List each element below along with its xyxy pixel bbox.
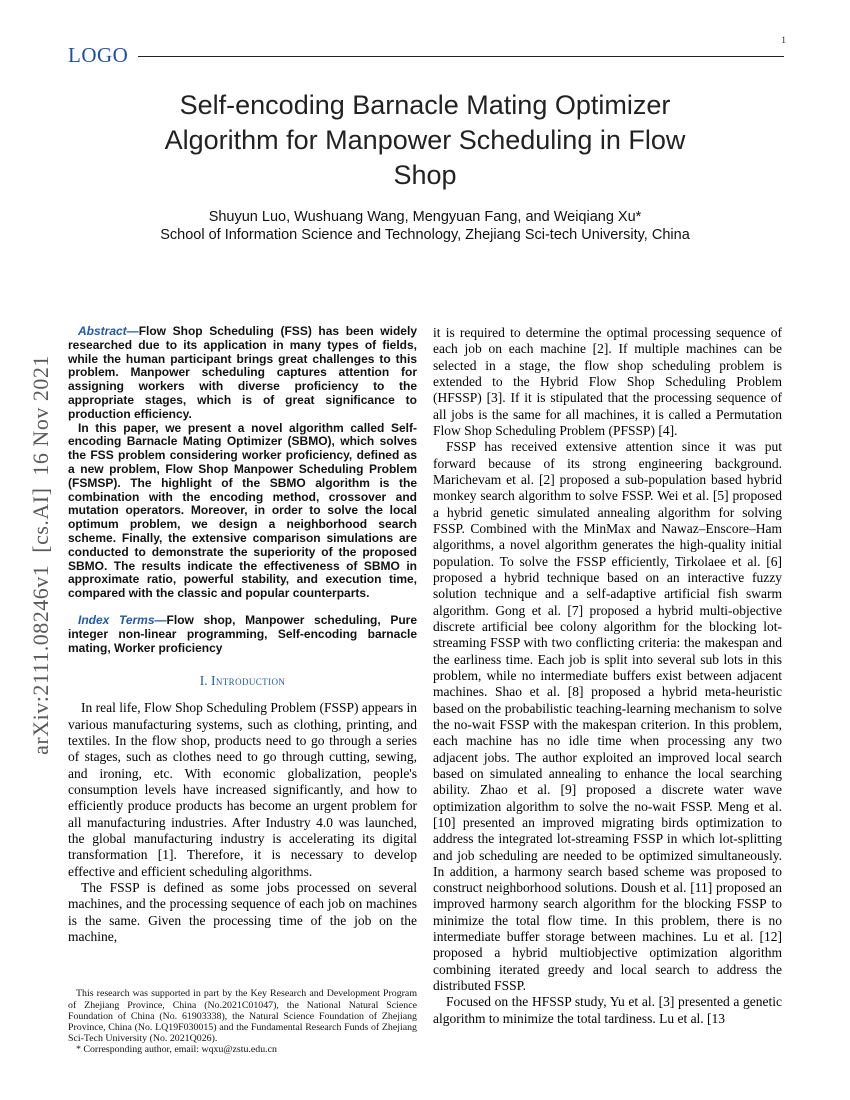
journal-logo: LOGO [68,42,129,67]
index-terms [68,614,417,655]
right-paragraph-2: FSSP has received extensive attention since it was put forward because of its strong engineering background. Marichevam et al. [2] proposed a sub-population based hybrid monkey search algorithm to solve FSSP. Wei et al. [5] proposed a hybrid genetic simulated annealing algorithm for solving FSSP. Combined with the MinMax and Nawaz–Enscore–Ham algorithms, a novel algorithm generates the high-quality initial population. To solve the FSSP efficiently, Tirkolaee et al. [6] proposed a hybrid technique based on an interactive fuzzy solution technique and a self-adaptive artificial fish swarm algorithm. Gong et al. [7] proposed a hybrid multi-objective discrete artificial bee colony algorithm for the blocking lot-streaming FSSP with two conflicting criteria: the makespan and the earliness time. Each job is split into several sub lots in this problem, while no intermediate buffers exist between adjacent machines. Shao et al. [8] proposed a hybrid meta-heuristic based on the probabilistic teaching-learning mechanism to solve the no-wait FSSP with the makespan criterion. In this problem, each machine has no idle time when processing any two adjacent jobs. The author exploited an improved local search based on simulated annealing to enhance the local searching ability. Zhao et al. [9] proposed a discrete water wave optimization algorithm to solve the no-wait FSSP. Meng et al. [10] presented an improved migrating birds optimization to address the integrated lot-streaming FSSP in which lot-splitting and job scheduling are needed to be optimized simultaneously. In addition, a harmony search based scheme was proposed to construct neighborhood solutions. Doush et al. [11] proposed an improved harmony search algorithm for the blocking FSSP to minimize the total flow time. In this problem, there is no intermediate buffer storage between machines. Lu et al. [12] proposed a hybrid multiobjective optimization algorithm combining iterated greedy and local search to address the distributed FSSP. [433,439,782,994]
intro-paragraph-2: The FSSP is defined as some jobs processed on several machines, and the processing sequence of each job on machines is the same. Given the processing time of the job on the machine, [68,879,417,944]
funding-footnote: This research was supported in part by the Key Research and Development Program of Zhejiang Province, China (No.2021C01047), the National Natural Science Foundation of China (No. 61903338), the Natural Science Foundation of Zhejiang Province, China (No. LQ19F030015) and the Fundamental Research Funds of Zhejiang Sci-Tech University (No. 2021Q026). [68,988,417,1044]
left-column [68,325,417,1055]
abstract-paragraph-2: In this paper, we present a novel algorithm called Self-encoding Barnacle Mating Optimizer (SBMO), which solves the FSS problem considering worker proficiency, defined as a new problem, Flow Shop Manpower Scheduling Problem (FSMSP). The highlight of the SBMO algorithm is the combination with the encoding method, crossover and mutation operators. Moreover, in order to solve the local optimum problem, we design a neighborhood search scheme. Finally, the extensive comparison simulations are conducted to demonstrate the superiority of the proposed SBMO. The results indicate the effectiveness of SBMO in approximate ratio, powerful stability, and execution time, compared with the classic and popular counterparts. [68,420,417,601]
section-title: Introduction [210,673,286,689]
abstract-paragraph-1 [68,325,417,422]
abstract-label: Abstract— [78,325,139,338]
authors-line: Shuyun Luo, Wushuang Wang, Mengyuan Fang, and Weiqiang Xu* [208,209,642,225]
corresponding-author-footnote: * Corresponding author, email: wqxu@zstu.edu.cn [76,1043,277,1055]
title-block [0,88,850,243]
intro-paragraph-1: In real life, Flow Shop Scheduling Problem (FSSP) appears in various manufacturing systems, such as clothing, printing, and textiles. In the flow shop, products need to go through a series of stages, such as clothes need to go through cutting, sewing, and ironing, etc. With economic globalization, people's consumption levels have increased significantly, and how to efficiently produce products has become an urgent problem for all manufacturing industries. After Industry 4.0 was launched, the global manufacturing industry is accelerating its digital transformation [1]. Therefore, it is necessary to develop effective and efficient scheduling algorithms. [68,700,417,879]
arxiv-watermark: arXiv:2111.08246v1 [cs.AI] 16 Nov 2021 [28,355,53,755]
page-header [68,44,784,66]
right-column [433,325,782,1055]
page-number: 1 [781,36,786,46]
header-rule [138,56,784,57]
index-terms-label: Index Terms— [78,612,167,627]
abstract-text-1: Flow Shop Scheduling (FSS) has been widely researched due to its application in many types of fields, while the human participant brings great challenges to this problem. Manpower scheduling captures attention for assigning workers with diverse proficiency to the appropriate stages, which is of great significance to production efficiency. [68,325,417,421]
index-terms-text: Flow shop, Manpower scheduling, Pure integer non-linear programming, Self-encoding barnacle mating, Worker proficiency [68,612,417,655]
affiliation-line: School of Information Science and Technology, Zhejiang Sci-tech University, China [160,227,690,243]
paper-title: Self-encoding Barnacle Mating Optimizer Algorithm for Manpower Scheduling in Flow Shop [164,90,686,190]
right-paragraph-3: Focused on the HFSSP study, Yu et al. [3] presented a genetic algorithm to minimize the total tardiness. Lu et al. [13 [433,994,782,1026]
section-number: I. [199,673,208,689]
section-heading-introduction [68,673,417,689]
footnote-block [68,988,417,1055]
two-column-body [68,325,782,1055]
right-paragraph-1: it is required to determine the optimal processing sequence of each job on each machine [2]. If multiple machines can be selected in a stage, the flow shop scheduling problem is extended to the Hybrid Flow Shop Scheduling Problem (HFSSP) [3]. If it is stipulated that the processing sequence of all jobs is the same for all machines, it is called a Permutation Flow Shop Scheduling Problem (PFSSP) [4]. [433,325,782,438]
